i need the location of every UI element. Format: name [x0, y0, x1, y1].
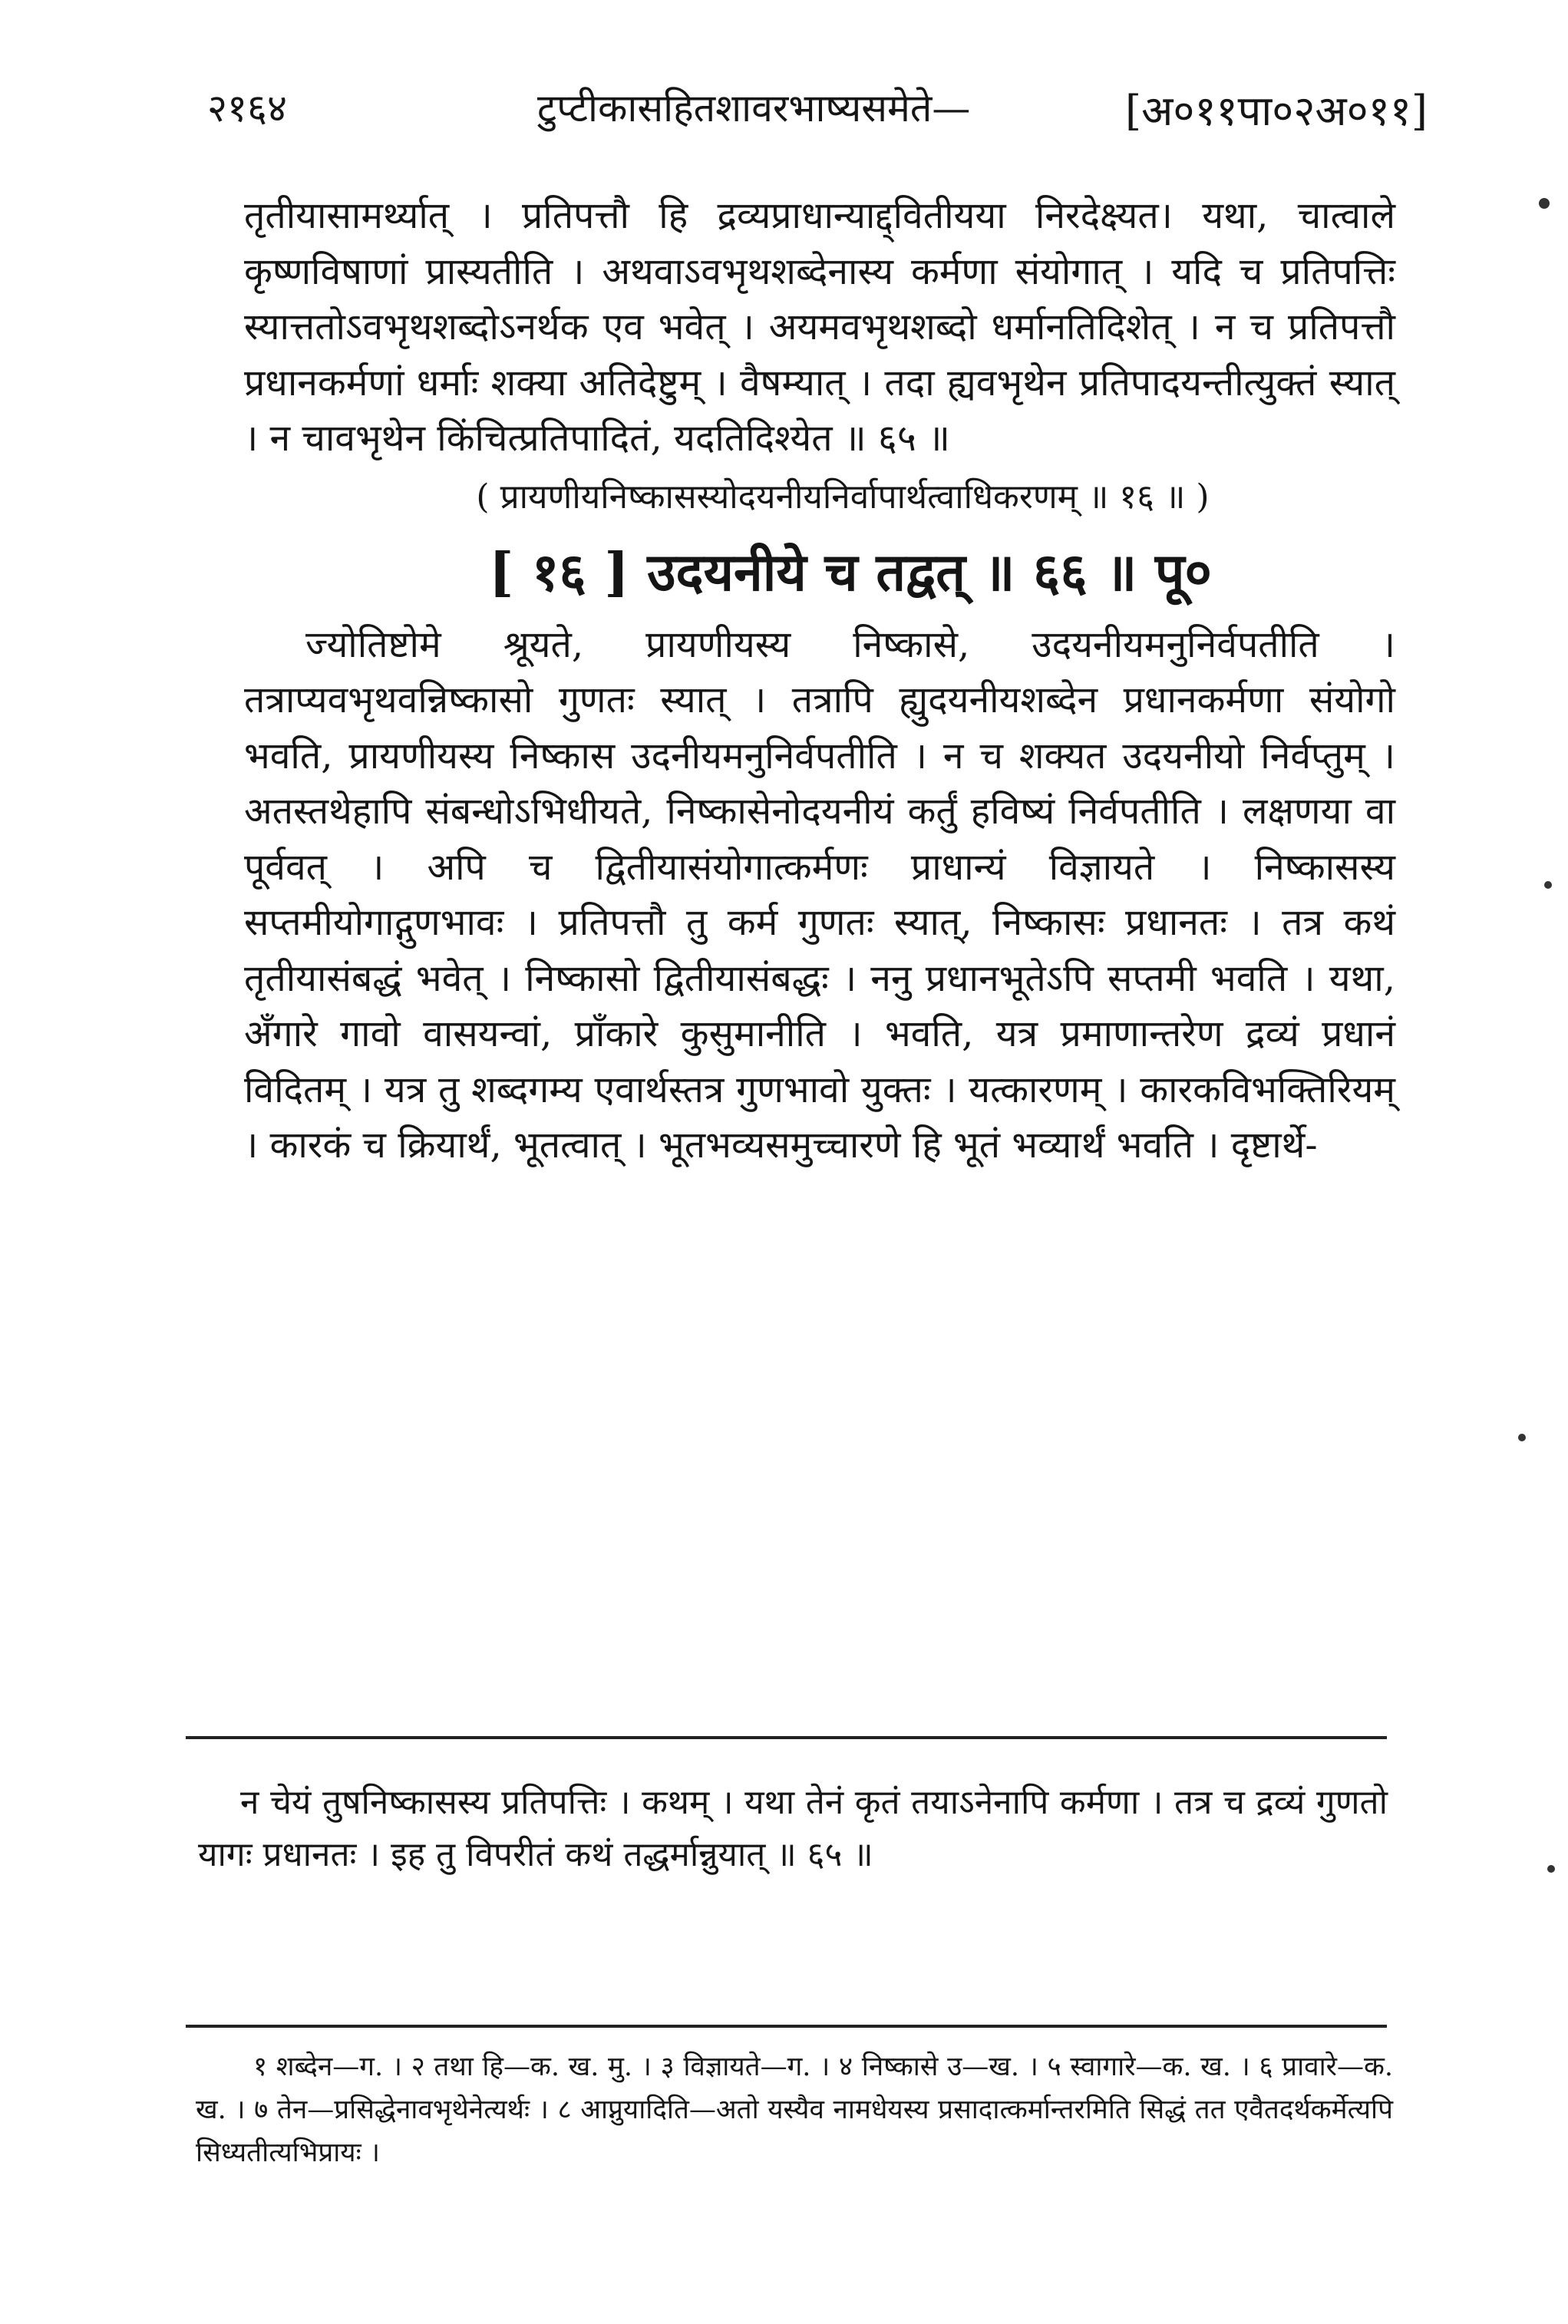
margin-speck	[1547, 1865, 1555, 1873]
main-text	[244, 188, 1395, 1174]
margin-speck	[1539, 198, 1550, 209]
tika-paragraph: न चेयं तुषनिष्कासस्य प्रतिपत्तिः । कथम् । यथा तेनं कृतं तयाऽनेनापि कर्मणा । तत्र च द्रव्यं गुणतो यागः प्रधानतः । इह तु विपरीतं कथं तद्धर्मान्नुयात् ॥ ६५ ॥	[198, 1783, 1388, 1874]
running-title: टुप्टीकासहितशावरभाष्यसमेते—	[537, 86, 971, 130]
bhashya-paragraph-66: ज्योतिष्टोमे श्रूयते, प्रायणीयस्य निष्कासे, उदयनीयमनुनिर्वपतीति । तत्राप्यवभृथवन्निष्कासो गुणतः स्यात् । तत्रापि ह्युदयनीयशब्देन प्रधानकर्मणा संयोगो भवति, प्रायणीयस्य निष्कास उदनीयमनुनिर्वपतीति । न च शक्यत उदयनीयो निर्वप्तुम् । अतस्तथेहापि संबन्धोऽभिधीयते, निष्कासेनोदयनीयं कर्तुं हविष्यं निर्वपतीति । लक्षणया वा पूर्ववत् । अपि च द्वितीयासंयोगात्कर्मणः प्राधान्यं विज्ञायते । निष्कासस्य सप्तमीयोगाद्गुणभावः । प्रतिपत्तौ तु कर्म गुणतः स्यात्, निष्कासः प्रधानतः । तत्र कथं तृतीयासंबद्धं भवेत् । निष्कासो द्वितीयासंबद्धः । ननु प्रधानभूतेऽपि सप्तमी भवति । यथा, अँगारे गावो वासयन्वां, प्राँकारे कुसुमानीति । भवति, यत्र प्रमाणान्तरेण द्रव्यं प्रधानं विदितम् । यत्र तु शब्दगम्य एवार्थस्तत्र गुणभावो युक्तः । यत्कारणम् । कारकविभक्तिरियम् । कारकं च क्रियार्थं, भूतत्वात् । भूतभव्यसमुच्चारणे हि भूतं भव्यार्थं भवति । दृष्टार्थे-	[244, 622, 1395, 1167]
chapter-reference: [अ०११पा०२अ०११]	[1125, 87, 1428, 135]
running-header	[207, 81, 1428, 150]
tika-divider	[186, 1736, 1387, 1739]
sutra-heading: [ १६ ] उदयनीये च तद्वत् ॥ ६६ ॥ पू०	[489, 541, 1212, 603]
adhikarana-heading: ( प्रायणीयनिष्कासस्योदयनीयनिर्वापार्थत्वाधिकरणम् ॥ १६ ॥ )	[476, 477, 1210, 517]
bhashya-paragraph-65: तृतीयासामर्थ्यात् । प्रतिपत्तौ हि द्रव्यप्राधान्याद्द्वितीयया निरदेक्ष्यत। यथा, चात्वाले कृष्णविषाणां प्रास्यतीति । अथवाऽवभृथशब्देनास्य कर्मणा संयोगात् । यदि च प्रतिपत्तिः स्यात्ततोऽवभृथशब्दोऽनर्थक एव भवेत् । अयमवभृथशब्दो धर्मानतिदिशेत् । न च प्रतिपत्तौ प्रधानकर्मणां धर्माः शक्या अतिदेष्टुम् । वैषम्यात् । तदा ह्यवभृथेन प्रतिपादयन्तीत्युक्तं स्यात् । न चावभृथेन किंचित्प्रतिपादितं, यदतिदिश्येत ॥ ६५ ॥	[244, 194, 1395, 460]
footnote-text: १ शब्देन—ग. । २ तथा हि—क. ख. मु. । ३ विज्ञायते—ग. । ४ निष्कासे उ—ख. । ५ स्वागारे—क. ख. । ६ प्रावारे—क. ख. । ७ तेन—प्रसिद्धेनावभृथेनेत्यर्थः । ८ आप्नुयादिति—अतो यस्यैव नामधेयस्य प्रसादात्कर्मान्तरमिति सिद्धं तत एवैतदर्थकर्मेत्यपि सिध्यतीत्यभिप्रायः ।	[196, 2052, 1393, 2168]
page-number: २१६४	[207, 86, 287, 130]
tika-commentary	[198, 1777, 1388, 1881]
margin-speck	[1518, 1434, 1526, 1441]
footnote-divider	[186, 2025, 1387, 2028]
footnotes	[196, 2045, 1393, 2174]
margin-speck	[1544, 881, 1552, 889]
